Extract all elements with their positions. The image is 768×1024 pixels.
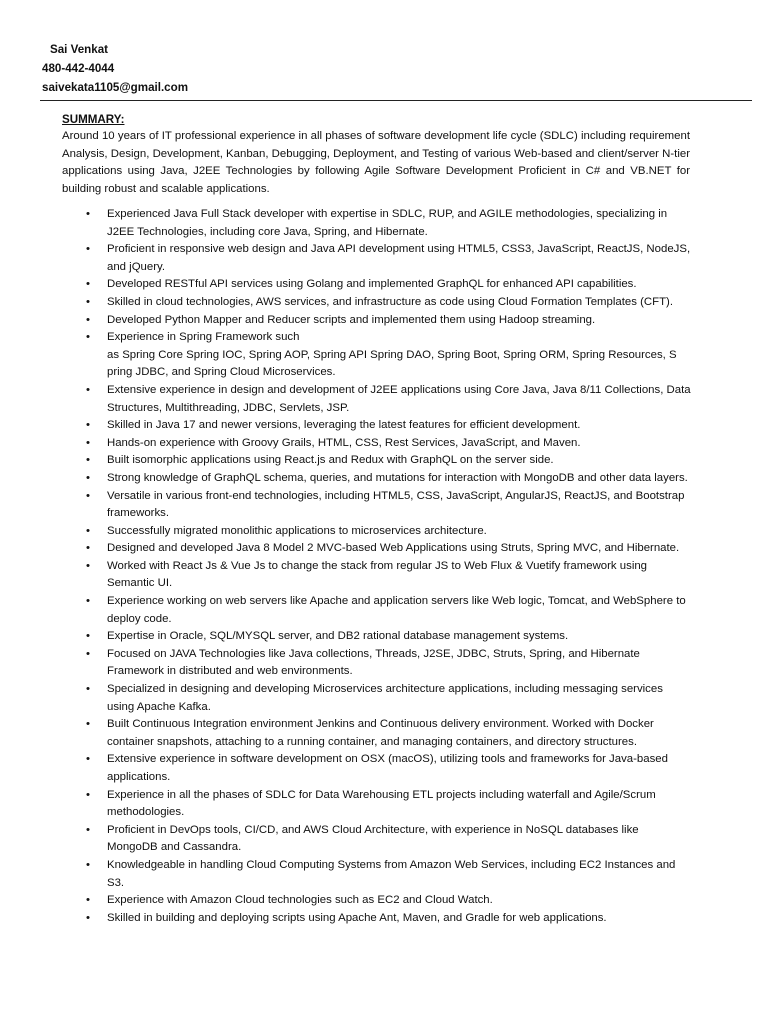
- bullet-point-icon: •: [86, 683, 90, 696]
- bullet-point-icon: •: [86, 489, 90, 502]
- bullet-text: Proficient in DevOps tools, CI/CD, and AWS Cloud Architecture, with experience in NoSQL databases like MongoDB and Cassandra.: [107, 823, 639, 854]
- summary-bullet-item: [62, 452, 692, 470]
- summary-bullet-item: [62, 822, 692, 857]
- bullet-text: Experience with Amazon Cloud technologies such as EC2 and Cloud Watch.: [107, 894, 493, 907]
- bullet-point-icon: •: [86, 243, 90, 256]
- bullet-point-icon: •: [86, 419, 90, 432]
- bullet-text: Proficient in responsive web design and Java API development using HTML5, CSS3, JavaScript, ReactJS, NodeJS, and jQuery.: [107, 243, 691, 273]
- bullet-point-icon: •: [86, 295, 90, 308]
- summary-bullet-item: [62, 751, 692, 786]
- bullet-point-icon: •: [86, 331, 90, 344]
- summary-bullet-item: [62, 312, 692, 330]
- summary-heading: SUMMARY:: [62, 113, 125, 126]
- contact-block: [42, 40, 188, 97]
- bullet-point-icon: •: [86, 911, 90, 924]
- bullet-text: Built Continuous Integration environment Jenkins and Continuous delivery environment. Worked with Docker container snapshots, attaching to a running container, and managing containers, and directory structures.: [107, 718, 654, 748]
- summary-bullet-list: [62, 206, 692, 927]
- candidate-name: Sai Venkat: [50, 43, 109, 56]
- bullet-text: Expertise in Oracle, SQL/MYSQL server, and DB2 rational database management systems.: [107, 630, 569, 643]
- summary-bullet-item: [62, 241, 692, 276]
- bullet-point-icon: •: [86, 278, 90, 291]
- summary-bullet-item: [62, 488, 692, 523]
- bullet-text: Extensive experience in software development on OSX (macOS), utilizing tools and frameworks for Java-based applications.: [107, 753, 668, 783]
- phone-number: 480-442-4044: [42, 62, 115, 75]
- bullet-point-icon: •: [86, 383, 90, 396]
- bullet-point-icon: •: [86, 858, 90, 871]
- summary-paragraph: Around 10 years of IT professional experience in all phases of software development life cycle (SDLC) including requirement Analysis, Design, Development, Kanban, Debugging, Deployment, and Testing of various Web-based and client/server N-tier applications using Java, J2EE Technologies by following Agile Software Development Proficient in C# and VB.NET for building robust and scalable applications.: [62, 130, 690, 195]
- bullet-text: Specialized in designing and developing Microservices architecture applications, including messaging services using Apache Kafka.: [107, 683, 663, 713]
- summary-bullet-item: [62, 558, 692, 593]
- summary-bullet-item: [62, 593, 692, 628]
- bullet-text: Worked with React Js & Vue Js to change the stack from regular JS to Web Flux & Vuetify framework using Semantic UI.: [107, 559, 648, 590]
- bullet-text: Skilled in Java 17 and newer versions, leveraging the latest features for efficient development.: [107, 419, 581, 432]
- summary-bullet-item: [62, 540, 692, 558]
- bullet-text: Experienced Java Full Stack developer with expertise in SDLC, RUP, and AGILE methodologies, specializing in J2EE Technologies, including core Java, Spring, and Hibernate.: [107, 208, 668, 238]
- summary-bullet-item: [62, 382, 692, 417]
- header-divider: [40, 100, 752, 101]
- summary-bullet-item: [62, 892, 692, 910]
- summary-bullet-item: [62, 294, 692, 312]
- summary-bullet-item: [62, 628, 692, 646]
- summary-bullet-item: [62, 523, 692, 541]
- bullet-point-icon: •: [86, 718, 90, 731]
- bullet-point-icon: •: [86, 595, 90, 608]
- bullet-text: Designed and developed Java 8 Model 2 MVC-based Web Applications using Struts, Spring MVC, and Hibernate.: [107, 542, 680, 555]
- bullet-text: Knowledgeable in handling Cloud Computing Systems from Amazon Web Services, including EC2 Instances and S3.: [107, 858, 676, 889]
- bullet-text: Hands-on experience with Groovy Grails, HTML, CSS, Rest Services, JavaScript, and Maven.: [107, 436, 581, 449]
- summary-bullet-item: [62, 470, 692, 488]
- bullet-point-icon: •: [86, 454, 90, 467]
- bullet-text: Experience in Spring Framework such as Spring Core Spring IOC, Spring AOP, Spring API Spring DAO, Spring Boot, Spring ORM, Spring Resources, S pring JDBC, and Spring Cloud Microservices.: [107, 331, 677, 379]
- bullet-text: Built isomorphic applications using React.js and Redux with GraphQL on the server side.: [107, 454, 554, 467]
- summary-bullet-item: [62, 681, 692, 716]
- summary-bullet-item: [62, 716, 692, 751]
- summary-bullet-item: [62, 276, 692, 294]
- bullet-text: Skilled in cloud technologies, AWS services, and infrastructure as code using Cloud Formation Templates (CFT).: [107, 295, 673, 308]
- bullet-point-icon: •: [86, 630, 90, 643]
- bullet-text: Strong knowledge of GraphQL schema, queries, and mutations for interaction with MongoDB and other data layers.: [107, 471, 688, 484]
- bullet-text: Extensive experience in design and development of J2EE applications using Core Java, Java 8/11 Collections, Data Structures, Multithreading, JDBC, Servlets, JSP.: [107, 383, 691, 414]
- bullet-text: Skilled in building and deploying scripts using Apache Ant, Maven, and Gradle for web applications.: [107, 911, 607, 924]
- bullet-text: Developed Python Mapper and Reducer scripts and implemented them using Hadoop streaming.: [107, 313, 596, 326]
- bullet-text: Experience in all the phases of SDLC for Data Warehousing ETL projects including waterfall and Agile/Scrum methodologies.: [107, 788, 656, 819]
- bullet-point-icon: •: [86, 313, 90, 326]
- summary-bullet-item: [62, 910, 692, 928]
- summary-bullet-item: [62, 206, 692, 241]
- bullet-point-icon: •: [86, 788, 90, 801]
- bullet-point-icon: •: [86, 823, 90, 836]
- bullet-text: Successfully migrated monolithic applications to microservices architecture.: [107, 524, 487, 537]
- summary-bullet-item: [62, 787, 692, 822]
- summary-bullet-item: [62, 646, 692, 681]
- summary-bullet-item: [62, 329, 692, 382]
- summary-bullet-item: [62, 435, 692, 453]
- bullet-text: Versatile in various front-end technologies, including HTML5, CSS, JavaScript, AngularJS, ReactJS, and Bootstrap frameworks.: [107, 489, 685, 520]
- summary-bullet-item: [62, 417, 692, 435]
- email-address: saivekata1105@gmail.com: [42, 81, 189, 94]
- bullet-point-icon: •: [86, 436, 90, 449]
- bullet-point-icon: •: [86, 542, 90, 555]
- bullet-point-icon: •: [86, 894, 90, 907]
- bullet-point-icon: •: [86, 524, 90, 537]
- summary-bullet-item: [62, 857, 692, 892]
- bullet-text: Focused on JAVA Technologies like Java collections, Threads, J2SE, JDBC, Struts, Spring, and Hibernate Framework in distributed and web environments.: [107, 647, 640, 678]
- bullet-text: Developed RESTful API services using Golang and implemented GraphQL for enhanced API capabilities.: [107, 278, 637, 291]
- bullet-text: Experience working on web servers like Apache and application servers like Web logic, Tomcat, and WebSphere to deploy code.: [107, 595, 686, 625]
- bullet-point-icon: •: [86, 208, 90, 220]
- bullet-point-icon: •: [86, 647, 90, 660]
- bullet-point-icon: •: [86, 753, 90, 766]
- bullet-point-icon: •: [86, 559, 90, 572]
- bullet-point-icon: •: [86, 471, 90, 484]
